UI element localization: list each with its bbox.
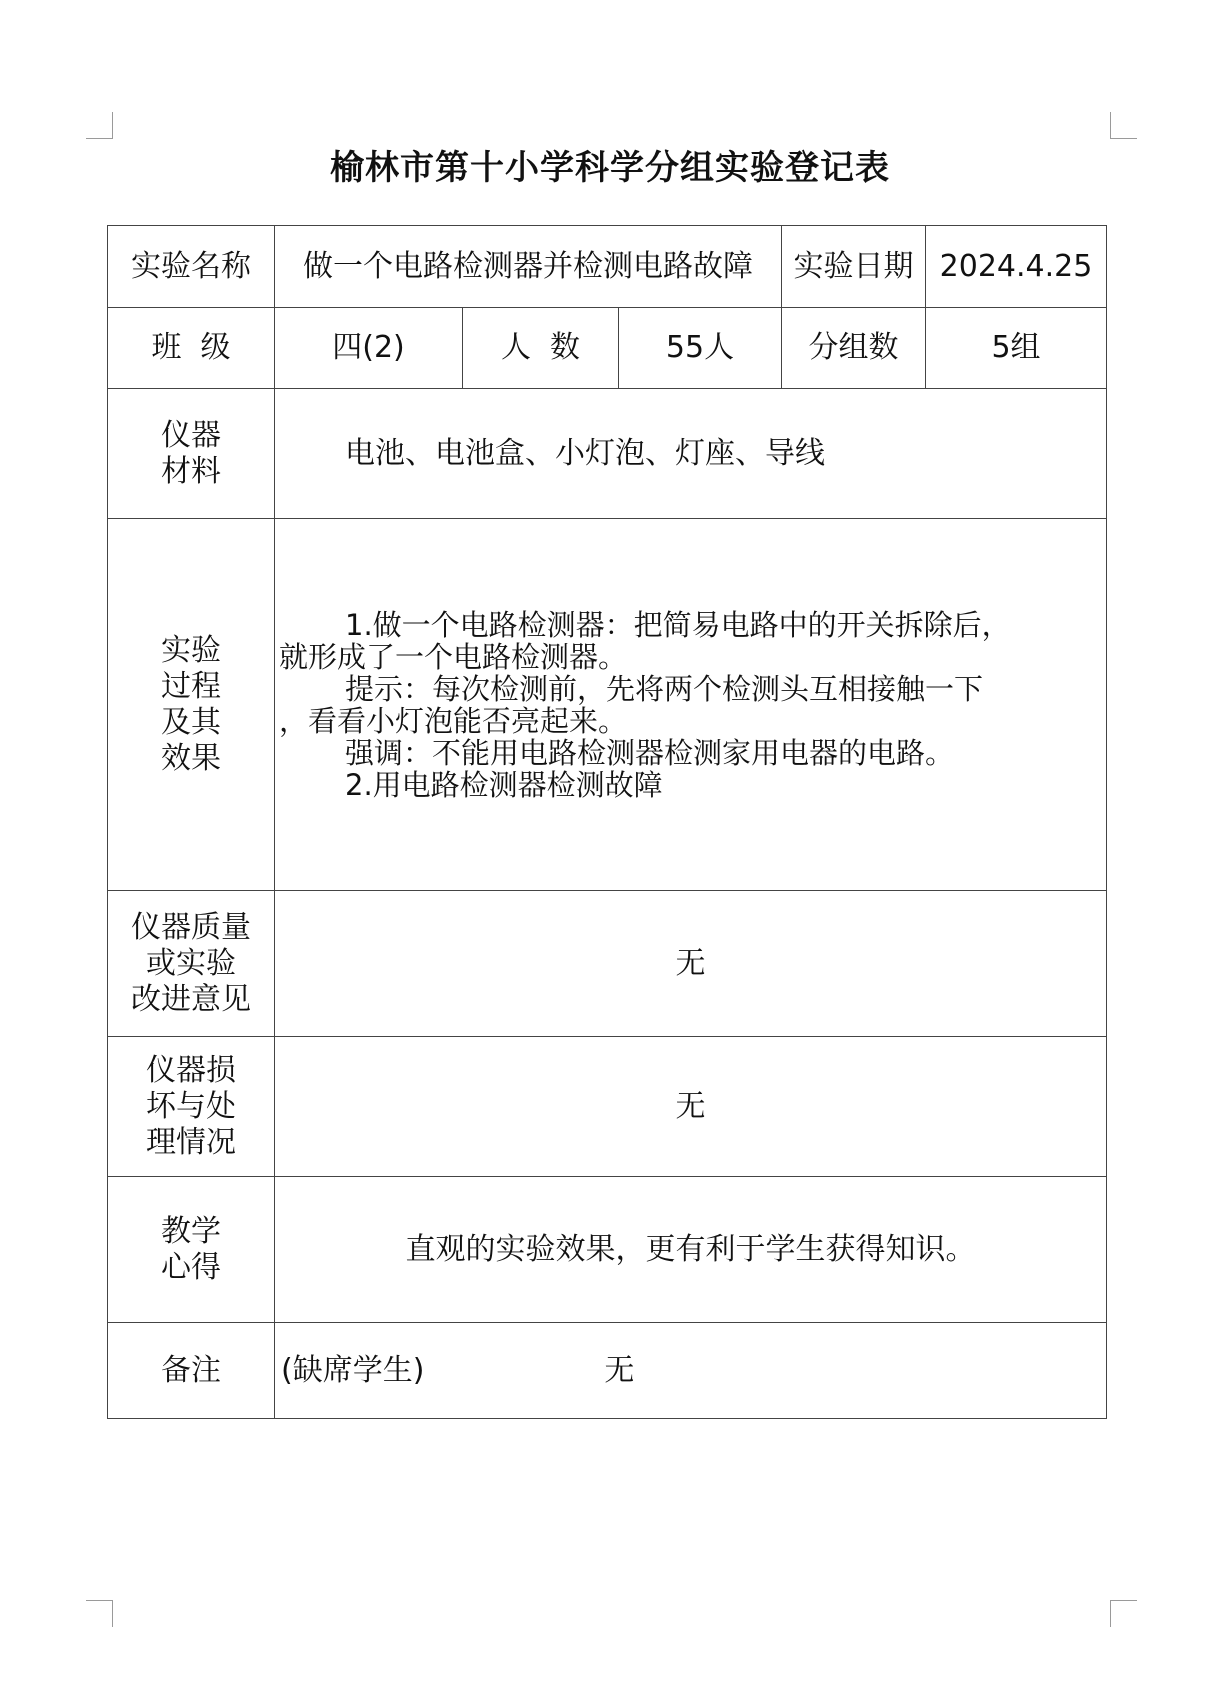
quality-value: 无: [275, 891, 1107, 1037]
process-content: [275, 519, 1107, 891]
crop-mark-top-right: [1110, 112, 1137, 139]
experiment-date-label: 实验日期: [782, 226, 926, 308]
process-label: 实验 过程 及其 效果: [108, 519, 275, 891]
experiment-name-value: 做一个电路检测器并检测电路故障: [275, 226, 782, 308]
row-process: [108, 519, 1107, 891]
process-line: 1.做一个电路检测器：把简易电路中的开关拆除后，: [345, 607, 1011, 642]
row-damage: [108, 1037, 1107, 1177]
process-line: ，看看小灯泡能否亮起来。: [279, 703, 628, 738]
registration-table: [107, 225, 1107, 1419]
crop-mark-top-left: [86, 112, 113, 139]
process-line: 就形成了一个电路检测器。: [279, 639, 628, 674]
experiment-name-label: 实验名称: [108, 226, 275, 308]
group-count-label: 分组数: [782, 308, 926, 389]
row-remarks: [108, 1323, 1107, 1419]
remarks-label: 备注: [108, 1323, 275, 1419]
crop-mark-bottom-right: [1110, 1600, 1137, 1627]
reflection-value: 直观的实验效果，更有利于学生获得知识。: [275, 1177, 1107, 1323]
process-line: 提示：每次检测前，先将两个检测头互相接触一下: [345, 671, 984, 706]
reflection-label: 教学 心得: [108, 1177, 275, 1323]
experiment-date-value: 2024.4.25: [926, 226, 1107, 308]
process-line: 强调：不能用电路检测器检测家用电器的电路。: [345, 735, 955, 770]
row-experiment-name: [108, 226, 1107, 308]
class-value: 四(2): [275, 308, 463, 389]
crop-mark-bottom-left: [86, 1600, 113, 1627]
materials-label: 仪器 材料: [108, 389, 275, 519]
absent-students-label: (缺席学生): [281, 1352, 425, 1388]
row-quality: [108, 891, 1107, 1037]
process-line: 2.用电路检测器检测故障: [345, 767, 663, 802]
class-label: 班 级: [108, 308, 275, 389]
row-reflection: [108, 1177, 1107, 1323]
student-count-label: 人 数: [463, 308, 619, 389]
remarks-value: 无: [604, 1352, 635, 1388]
damage-label: 仪器损 坏与处 理情况: [108, 1037, 275, 1177]
page-title: 榆林市第十小学科学分组实验登记表: [330, 148, 890, 188]
materials-value: 电池、电池盒、小灯泡、灯座、导线: [275, 389, 1107, 519]
remarks-content: [275, 1323, 1107, 1419]
damage-value: 无: [275, 1037, 1107, 1177]
row-materials: [108, 389, 1107, 519]
row-class-info: [108, 308, 1107, 389]
group-count-value: 5组: [926, 308, 1107, 389]
student-count-value: 55人: [619, 308, 782, 389]
quality-label: 仪器质量 或实验 改进意见: [108, 891, 275, 1037]
